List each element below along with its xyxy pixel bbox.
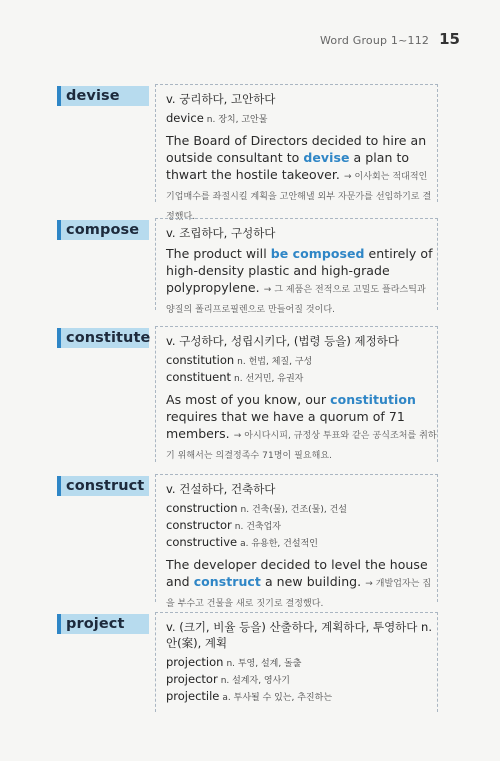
example-sentence (166, 391, 437, 465)
entry-body (155, 474, 438, 609)
sentence-text: a plan to thwart the hostile takeover. (166, 150, 410, 182)
derivative-meaning: n. 선거민, 유권자 (234, 374, 304, 384)
word-label: project (57, 614, 149, 634)
sentence-text: entirely of high-density plastic and high-grade polypropylene. (166, 246, 433, 295)
derivative-meaning: a. 유용한, 건설적인 (240, 539, 318, 549)
derivative (166, 353, 437, 370)
sentence-text: The Board of Directors decided to hire an outside consultant to (166, 133, 427, 165)
definition: v. 조립하다, 구성하다 (166, 226, 276, 240)
sentence-text: The product will (166, 246, 271, 261)
derivative-meaning: a. 투사될 수 있는, 추진하는 (222, 693, 333, 703)
entry-compose (57, 218, 438, 315)
derivative-meaning: n. 장치, 고안물 (206, 115, 268, 125)
sentence-text: The developer decided to level the house and (166, 557, 428, 589)
highlighted-word: construct (193, 574, 261, 589)
example-sentence (166, 245, 437, 319)
derivative (166, 111, 437, 128)
page-number: 15 (439, 30, 460, 48)
derivative-meaning: n. 설계자, 영사기 (220, 676, 290, 686)
derivative-meaning: n. 건축업자 (234, 522, 281, 532)
word-label: devise (57, 86, 149, 106)
entry-constitute (57, 326, 438, 462)
translation: → 개발업자는 집을 부수고 건물을 새로 짓기로 결정했다. (166, 579, 432, 609)
derivative-word: projectile (166, 689, 220, 703)
derivative-word: constructor (166, 518, 232, 532)
definition: v. 구성하다, 성립시키다, (법령 등을) 제정하다 (166, 334, 399, 348)
highlighted-word: be composed (270, 246, 365, 261)
sentence-text: requires that we have a quorum of 71 members. (166, 409, 405, 441)
derivative-word: constituent (166, 370, 232, 384)
derivative (166, 655, 437, 672)
derivative-word: constitution (166, 353, 235, 367)
word-group-label: Word Group 1~112 (319, 34, 430, 47)
entry-body (155, 612, 438, 712)
entry-body (155, 218, 438, 315)
derivative-meaning: n. 헌법, 체질, 구성 (237, 357, 313, 367)
entry-construct (57, 474, 438, 609)
entry-body (155, 84, 438, 222)
derivative-meaning: n. 건축(물), 건조(물), 건설 (240, 505, 347, 515)
derivative (166, 370, 437, 387)
example-sentence (166, 556, 437, 613)
derivative (166, 501, 437, 518)
entry-project (57, 612, 438, 712)
sentence-text: a new building. (260, 574, 362, 589)
example-sentence (166, 132, 437, 226)
derivative (166, 518, 437, 535)
derivative-word: constructive (166, 535, 238, 549)
derivative (166, 689, 437, 706)
definition: v. (크기, 비율 등을) 산출하다, 계획하다, 투영하다 n. 안(案), 계획 (166, 620, 433, 650)
derivative-word: device (166, 111, 204, 125)
derivative-word: projection (166, 655, 224, 669)
derivative-word: projector (166, 672, 218, 686)
highlighted-word: constitution (330, 392, 416, 407)
word-label: constitute (57, 328, 149, 348)
definition: v. 건설하다, 건축하다 (166, 482, 276, 496)
derivative (166, 672, 437, 689)
entry-devise (57, 84, 438, 222)
derivative-meaning: n. 투영, 설계, 돌출 (226, 659, 302, 669)
page-header (320, 30, 460, 48)
derivative (166, 535, 437, 552)
translation: → 그 제품은 전적으로 고밀도 플라스틱과 양질의 폴리프로필렌으로 만들어질 것이다. (166, 285, 426, 315)
translation: → 이사회는 적대적인 기업매수를 좌절시킬 계획을 고안해낼 외부 자문가를 선임하기로 결정했다. (166, 172, 432, 222)
translation: → 아시다시피, 규정상 투표와 같은 공식조처를 취하기 위해서는 의결정족수 71명이 필요해요. (166, 431, 437, 461)
entry-body (155, 326, 438, 462)
definition: v. 궁리하다, 고안하다 (166, 92, 276, 106)
word-label: compose (57, 220, 149, 240)
derivative-word: construction (166, 501, 238, 515)
sentence-text: As most of you know, our (166, 392, 331, 407)
word-label: construct (57, 476, 149, 496)
highlighted-word: devise (303, 150, 350, 165)
